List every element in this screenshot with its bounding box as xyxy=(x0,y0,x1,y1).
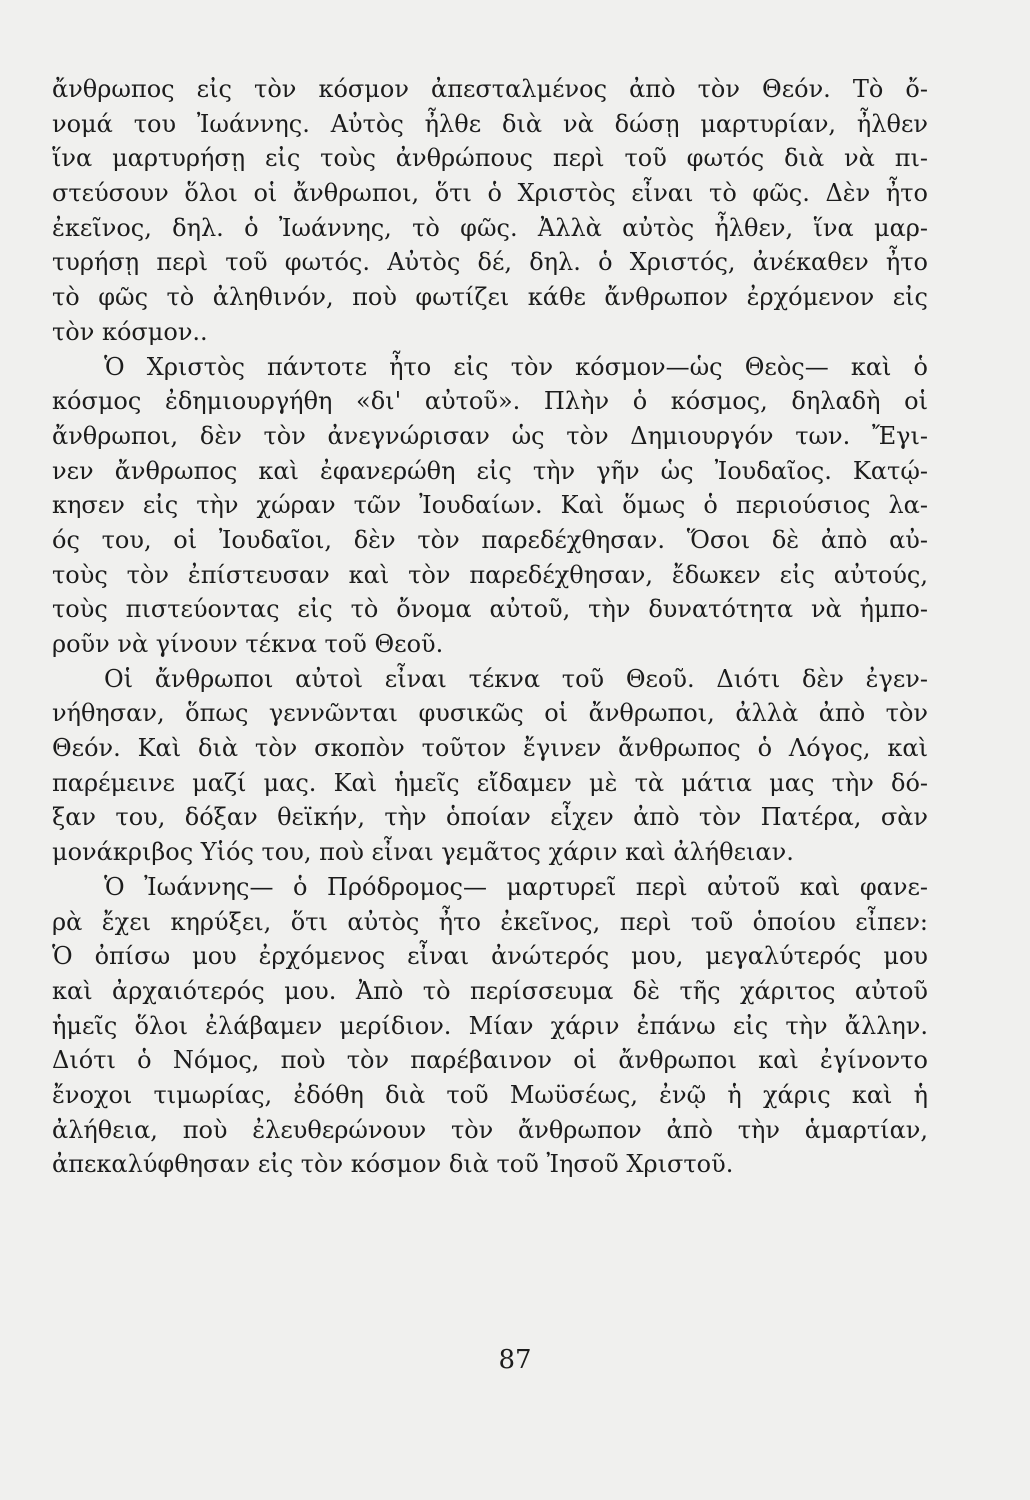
text-line: τοὺς τὸν ἐπίστευσαν καὶ τὸν παρεδέχθησαν, ἔδωκεν εἰς αὐτούς, xyxy=(52,560,928,589)
text-line: Διότι ὁ Νόμος, ποὺ τὸν παρέβαινον οἱ ἄνθρωποι καὶ ἐγίνοντο xyxy=(52,1046,928,1075)
paragraph-first-line: Οἱ ἄνθρωποι αὐτοὶ εἶναι τέκνα τοῦ Θεοῦ. Διότι δὲν ἐγεν- xyxy=(104,664,928,693)
paragraph-first-line: Ὁ Χριστὸς πάντοτε ἦτο εἰς τὸν κόσμον—ὡς Θεὸς— καὶ ὁ xyxy=(104,352,928,381)
text-line: τὸ φῶς τὸ ἀληθινόν, ποὺ φωτίζει κάθε ἄνθρωπον ἐρχόμενον εἰς xyxy=(52,283,928,312)
body-text xyxy=(52,72,928,1182)
text-line: νήθησαν, ὅπως γεννῶνται φυσικῶς οἱ ἄνθρωποι, ἀλλὰ ἀπὸ τὸν xyxy=(52,699,928,728)
text-line: ἀπεκαλύφθησαν εἰς τὸν κόσμον διὰ τοῦ Ἰησοῦ Χριστοῦ. xyxy=(52,1150,734,1179)
text-line: ἵνα μαρτυρήσῃ εἰς τοὺς ἀνθρώπους περὶ τοῦ φωτός διὰ νὰ πι- xyxy=(52,144,928,173)
text-line: νομά του Ἰωάννης. Αὐτὸς ἦλθε διὰ νὰ δώσῃ μαρτυρίαν, ἦλθεν xyxy=(52,109,928,138)
text-line: ροῦν νὰ γίνουν τέκνα τοῦ Θεοῦ. xyxy=(52,630,444,658)
text-line: ἄνθρωποι, δὲν τὸν ἀνεγνώρισαν ὡς τὸν Δημιουργόν των. Ἔγι- xyxy=(52,421,928,450)
paragraph-first-line: Ὁ Ἰωάννης— ὁ Πρόδρομος— μαρτυρεῖ περὶ αὐτοῦ καὶ φανε- xyxy=(104,872,928,901)
text-line: τυρήσῃ περὶ τοῦ φωτός. Αὐτὸς δέ, δηλ. ὁ Χριστός, ἀνέκαθεν ἦτο xyxy=(52,248,928,277)
text-line: ἄνθρωπος εἰς τὸν κόσμον ἀπεσταλμένος ἀπὸ τὸν Θεόν. Τὸ ὄ- xyxy=(52,75,928,103)
text-line: Ὁ ὀπίσω μου ἐρχόμενος εἶναι ἀνώτερός μου, μεγαλύτερός μου xyxy=(52,942,928,971)
page-number: 87 xyxy=(498,1345,532,1375)
text-line: στεύσουν ὅλοι οἱ ἄνθρωποι, ὅτι ὁ Χριστὸς εἶναι τὸ φῶς. Δὲν ἦτο xyxy=(52,179,928,208)
text-line: κησεν εἰς τὴν χώραν τῶν Ἰουδαίων. Καὶ ὅμως ὁ περιούσιος λα- xyxy=(52,491,928,520)
text-line: ἡμεῖς ὅλοι ἐλάβαμεν μερίδιον. Μίαν χάριν ἐπάνω εἰς τὴν ἄλλην. xyxy=(52,1011,928,1040)
text-line: ἐκεῖνος, δηλ. ὁ Ἰωάννης, τὸ φῶς. Ἀλλὰ αὐτὸς ἦλθεν, ἵνα μαρ- xyxy=(52,213,928,242)
text-line: ἀλήθεια, ποὺ ἐλευθερώνουν τὸν ἄνθρωπον ἀπὸ τὴν ἁμαρτίαν, xyxy=(52,1115,928,1144)
text-line: νεν ἄνθρωπος καὶ ἐφανερώθη εἰς τὴν γῆν ὡς Ἰουδαῖος. Κατῴ- xyxy=(52,456,928,485)
text-line: μονάκριβος Υἱός του, ποὺ εἶναι γεμᾶτος χάριν καὶ ἀλήθειαν. xyxy=(52,838,794,867)
text-line: κόσμος ἐδημιουργήθη «δι' αὐτοῦ». Πλὴν ὁ κόσμος, δηλαδὴ οἱ xyxy=(52,387,928,416)
text-line: τοὺς πιστεύοντας εἰς τὸ ὄνομα αὐτοῦ, τὴν δυνατότητα νὰ ἠμπο- xyxy=(52,595,928,624)
text-line: Θεόν. Καὶ διὰ τὸν σκοπὸν τοῦτον ἔγινεν ἄνθρωπος ὁ Λόγος, καὶ xyxy=(52,734,928,763)
text-line: τὸν κόσμον.. xyxy=(52,317,208,346)
text-line: παρέμεινε μαζί μας. Καὶ ἡμεῖς εἴδαμεν μὲ τὰ μάτια μας τὴν δό- xyxy=(52,768,928,797)
text-line: ἔνοχοι τιμωρίας, ἐδόθη διὰ τοῦ Μωϋσέως, ἐνῷ ἡ χάρις καὶ ἡ xyxy=(52,1080,928,1109)
text-line: καὶ ἀρχαιότερός μου. Ἀπὸ τὸ περίσσευμα δὲ τῆς χάριτος αὐτοῦ xyxy=(52,976,928,1005)
text-line: ός του, οἱ Ἰουδαῖοι, δὲν τὸν παρεδέχθησαν. Ὅσοι δὲ ἀπὸ αὐ- xyxy=(52,525,928,554)
text-line: ρὰ ἔχει κηρύξει, ὅτι αὐτὸς ἦτο ἐκεῖνος, περὶ τοῦ ὁποίου εἶπεν: xyxy=(52,907,928,936)
text-line: ξαν του, δόξαν θεϊκήν, τὴν ὁποίαν εἶχεν ἀπὸ τὸν Πατέρα, σὰν xyxy=(52,803,928,832)
